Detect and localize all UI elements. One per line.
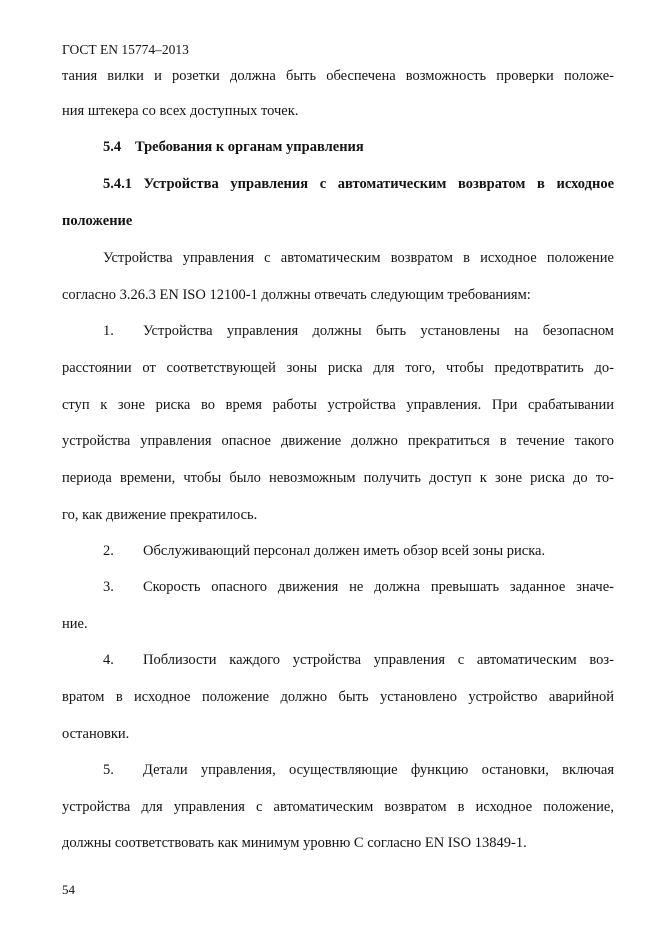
para-intro-line-2: согласно 3.26.3 EN ISO 12100-1 должны отвечать следующим требованиям:	[62, 287, 531, 303]
list-item-line: ние.	[62, 616, 88, 632]
list-item-line: устройства для управления с автоматическим возвратом в исходное положение,	[62, 799, 614, 815]
list-item-line: периода времени, чтобы было невозможным получить доступ к зоне риска до то-	[62, 470, 614, 486]
list-item-number: 2.	[103, 543, 114, 559]
list-item-line: вратом в исходное положение должно быть установлено устройство аварийной	[62, 689, 614, 705]
list-item-line: ступ к зоне риска во время работы устройства управления. При срабатывании	[62, 397, 614, 413]
section-5-4-number: 5.4	[103, 139, 122, 155]
section-5-4-1-title-line-2: положение	[62, 213, 133, 229]
list-item-line: расстоянии от соответствующей зоны риска для того, чтобы предотвратить до-	[62, 360, 614, 376]
list-item-line: устройства управления опасное движение должно прекратиться в течение такого	[62, 433, 614, 449]
intro-line-1: тания вилки и розетки должна быть обеспечена возможность проверки положе-	[62, 68, 614, 84]
section-5-4-title: Требования к органам управления	[135, 139, 364, 155]
list-item-number: 3.	[103, 579, 114, 595]
document-header-code: ГОСТ EN 15774–2013	[62, 42, 189, 57]
page-number: 54	[62, 882, 75, 897]
list-item-line: го, как движение прекратилось.	[62, 507, 258, 523]
list-item-line: Устройства управления должны быть установлены на безопасном	[143, 323, 614, 339]
intro-line-2: ния штекера со всех доступных точек.	[62, 103, 299, 119]
list-item-line: Скорость опасного движения не должна превышать заданное значе-	[143, 579, 614, 595]
list-item-line: Поблизости каждого устройства управления с автоматическим воз-	[143, 652, 614, 668]
list-item-number: 5.	[103, 762, 114, 778]
section-5-4-1-title-line-1: 5.4.1 Устройства управления с автоматическим возвратом в исходное	[103, 176, 614, 192]
list-item-number: 1.	[103, 323, 114, 339]
list-item-line: Детали управления, осуществляющие функцию остановки, включая	[143, 762, 614, 778]
para-intro-line-1: Устройства управления с автоматическим возвратом в исходное положение	[103, 250, 614, 266]
list-item-line: должны соответствовать как минимум уровню C согласно EN ISO 13849-1.	[62, 835, 527, 851]
list-item-line: Обслуживающий персонал должен иметь обзор всей зоны риска.	[143, 543, 546, 559]
list-item-line: остановки.	[62, 726, 130, 742]
list-item-number: 4.	[103, 652, 114, 668]
